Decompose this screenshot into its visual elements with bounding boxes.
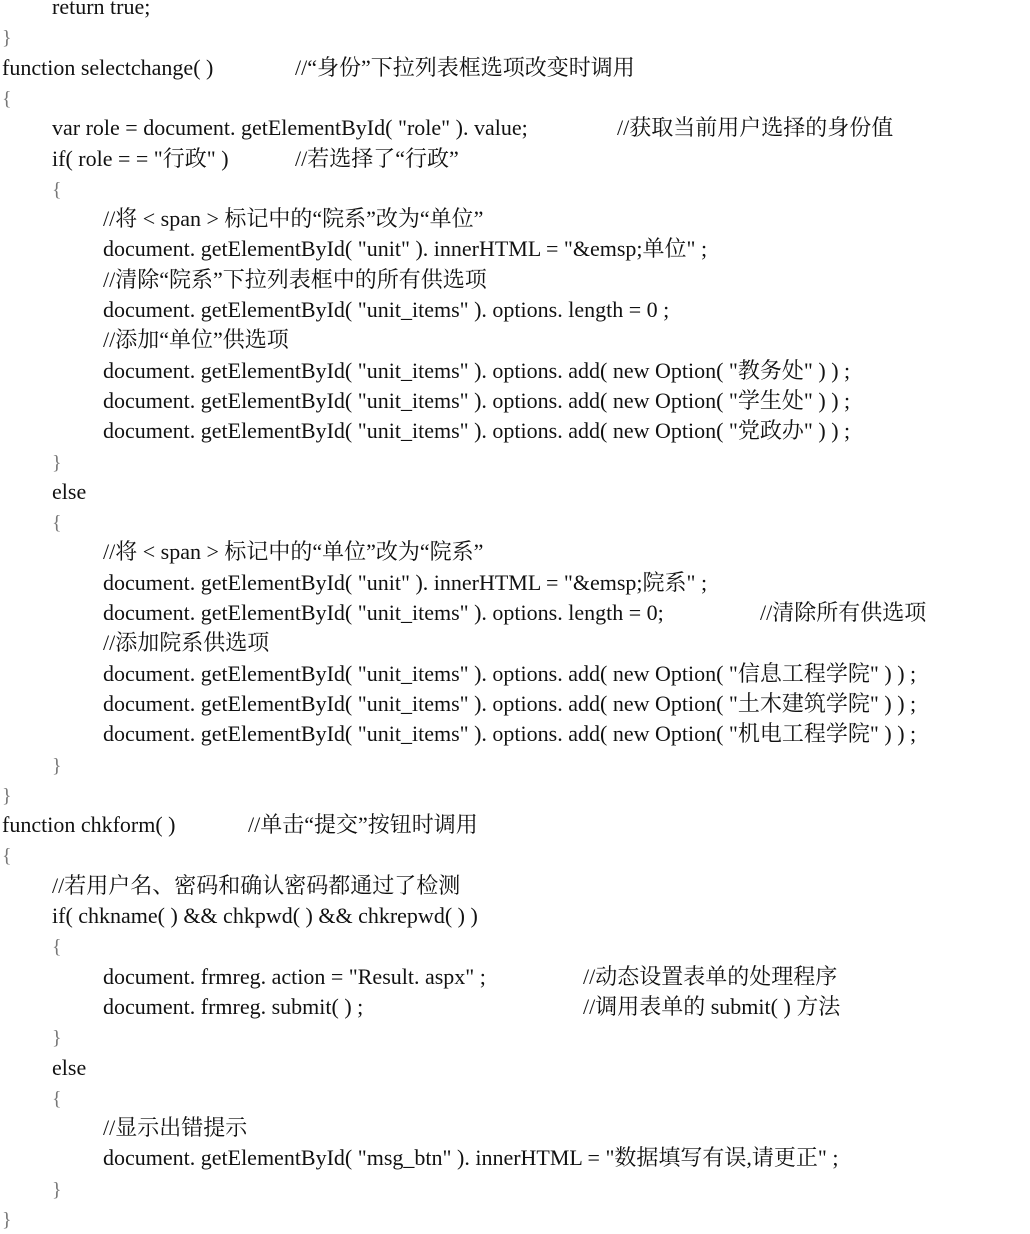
code-line <box>0 22 1030 52</box>
code-line <box>0 1204 1030 1234</box>
code-text: document. getElementById( "unit_items" ). options. add( new Option( "党政办" ) ) ; <box>103 418 851 444</box>
code-line <box>0 840 1030 870</box>
code-line <box>0 810 1030 840</box>
code-text: //添加“单位”供选项 <box>103 327 289 353</box>
code-line <box>0 659 1030 689</box>
code-line <box>0 507 1030 537</box>
code-brace: { <box>52 178 62 201</box>
code-line <box>0 113 1030 143</box>
code-brace: { <box>52 936 62 959</box>
code-line <box>0 1113 1030 1143</box>
code-brace: } <box>2 27 12 50</box>
code-text: document. getElementById( "unit_items" ). options. add( new Option( "教务处" ) ) ; <box>103 357 851 383</box>
code-text: document. getElementById( "unit_items" ). options. add( new Option( "信息工程学院" ) ) ; <box>103 660 917 686</box>
code-text: //清除“院系”下拉列表框中的所有供选项 <box>103 266 487 292</box>
code-text: document. frmreg. submit( ) ; <box>103 993 364 1019</box>
code-text: if( chkname( ) && chkpwd( ) && chkrepwd( ) ) <box>52 903 478 928</box>
code-line <box>0 1022 1030 1052</box>
code-comment: //动态设置表单的处理程序 <box>583 963 838 989</box>
code-line <box>0 780 1030 810</box>
code-text: if( role = = "行政" ) <box>52 145 229 171</box>
code-line <box>0 992 1030 1022</box>
code-line <box>0 325 1030 355</box>
code-line <box>0 386 1030 416</box>
code-comment: //“身份”下拉列表框选项改变时调用 <box>295 54 635 80</box>
code-text: return true; <box>52 0 151 19</box>
code-text: document. getElementById( "unit_items" ). options. add( new Option( "学生处" ) ) ; <box>103 387 851 413</box>
code-line <box>0 1174 1030 1204</box>
code-text: //将 < span > 标记中的“院系”改为“单位” <box>103 206 484 232</box>
code-line <box>0 1083 1030 1113</box>
code-line <box>0 962 1030 992</box>
code-brace: } <box>52 451 62 474</box>
code-line <box>0 295 1030 325</box>
code-line <box>0 234 1030 264</box>
code-comment: //单击“提交”按钮时调用 <box>248 812 478 838</box>
code-line <box>0 53 1030 83</box>
code-text: document. getElementById( "unit_items" ). options. length = 0 ; <box>103 297 670 322</box>
code-line <box>0 871 1030 901</box>
code-line <box>0 356 1030 386</box>
code-comment: //调用表单的 submit( ) 方法 <box>583 993 841 1019</box>
code-line <box>0 750 1030 780</box>
code-line <box>0 598 1030 628</box>
code-text: document. getElementById( "unit" ). innerHTML = "&emsp;单位" ; <box>103 236 708 262</box>
code-text: //将 < span > 标记中的“单位”改为“院系” <box>103 539 484 565</box>
code-line <box>0 568 1030 598</box>
code-text: document. getElementById( "unit_items" ). options. add( new Option( "土木建筑学院" ) ) ; <box>103 690 917 716</box>
code-line <box>0 174 1030 204</box>
code-line <box>0 537 1030 567</box>
code-line <box>0 416 1030 446</box>
code-line <box>0 83 1030 113</box>
code-text: else <box>52 1054 87 1080</box>
code-line <box>0 1143 1030 1173</box>
code-brace: { <box>2 87 12 110</box>
code-text: document. getElementById( "msg_btn" ). innerHTML = "数据填写有误,请更正" ; <box>103 1145 839 1171</box>
code-line <box>0 901 1030 931</box>
code-brace: } <box>52 1027 62 1050</box>
code-brace: } <box>2 784 12 807</box>
code-text: document. getElementById( "unit_items" ). options. length = 0; <box>103 600 664 625</box>
code-brace: { <box>52 1087 62 1110</box>
code-text: var role = document. getElementById( "role" ). value; <box>52 115 528 141</box>
code-text: function chkform( ) <box>2 812 176 838</box>
code-text: //添加院系供选项 <box>103 630 270 656</box>
code-line <box>0 204 1030 234</box>
code-line <box>0 1053 1030 1083</box>
code-line <box>0 719 1030 749</box>
code-line <box>0 0 1030 22</box>
code-line <box>0 689 1030 719</box>
code-text: document. getElementById( "unit_items" ). options. add( new Option( "机电工程学院" ) ) ; <box>103 721 917 747</box>
code-line <box>0 931 1030 961</box>
code-text: function selectchange( ) <box>2 54 214 80</box>
code-text: //显示出错提示 <box>103 1115 248 1141</box>
code-comment: //清除所有供选项 <box>760 600 927 625</box>
code-comment: //获取当前用户选择的身份值 <box>617 115 894 141</box>
code-line <box>0 447 1030 477</box>
code-text: document. getElementById( "unit" ). innerHTML = "&emsp;院系" ; <box>103 569 708 595</box>
code-comment: //若选择了“行政” <box>295 145 459 171</box>
code-line <box>0 144 1030 174</box>
code-line <box>0 628 1030 658</box>
code-line <box>0 265 1030 295</box>
code-brace: } <box>2 1209 12 1231</box>
code-brace: } <box>52 754 62 777</box>
code-text: document. frmreg. action = "Result. aspx" ; <box>103 963 486 989</box>
code-text: else <box>52 478 87 504</box>
code-brace: { <box>2 845 12 868</box>
code-text: //若用户名、密码和确认密码都通过了检测 <box>52 872 461 898</box>
code-brace: { <box>52 512 62 535</box>
code-brace: } <box>52 1178 62 1201</box>
code-line <box>0 477 1030 507</box>
